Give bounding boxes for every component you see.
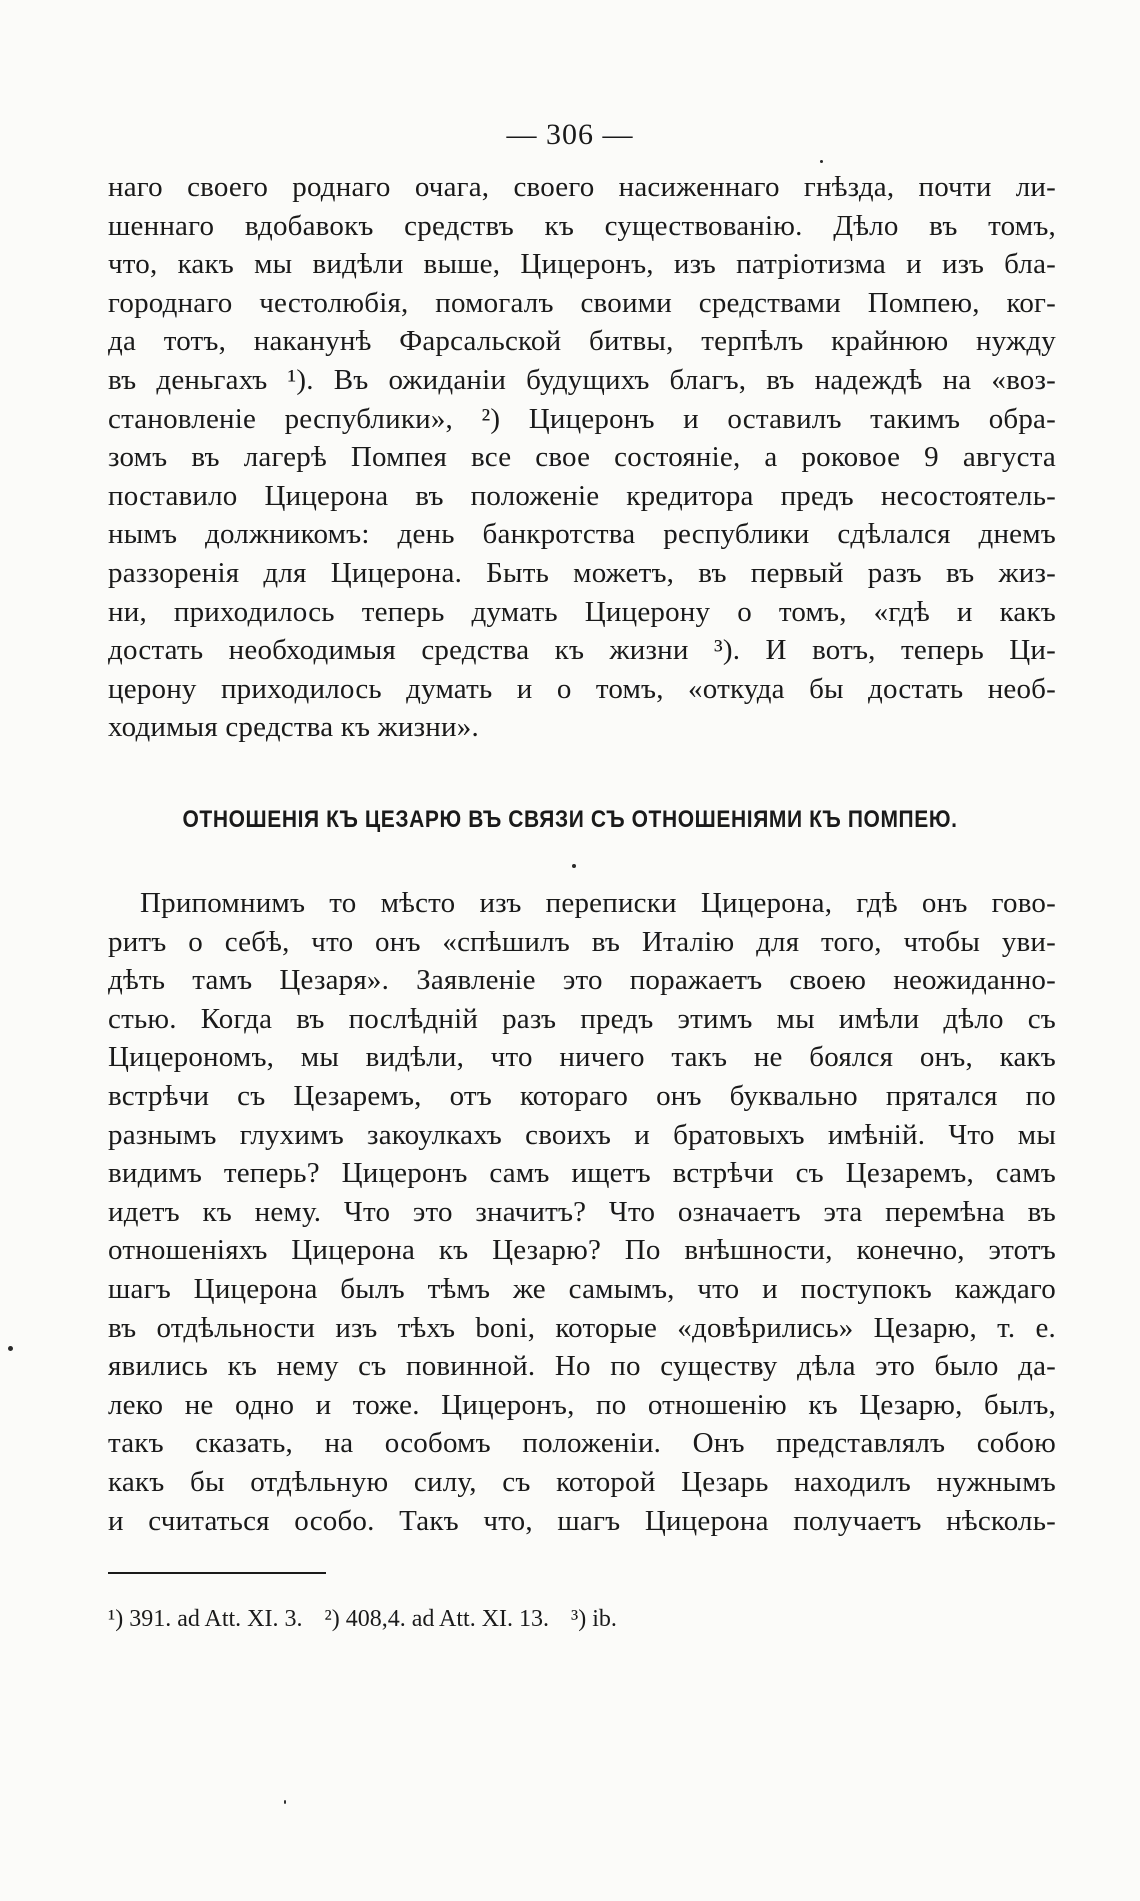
scan-speck: [8, 1346, 13, 1351]
scan-speck: [284, 1800, 286, 1804]
text-line: дѣть тамъ Цезаря». Заявленіе это поражаетъ своею неожиданно-: [108, 964, 1056, 997]
scan-speck: [572, 864, 576, 868]
section-heading: ОТНОШЕНІЯ КЪ ЦЕЗАРЮ ВЪ СВЯЗИ СЪ ОТНОШЕНІЯМИ КЪ ПОМПЕЮ.: [182, 806, 958, 833]
paragraph-1: [108, 168, 1056, 747]
text-line: становленіе республики», ²) Цицеронъ и оставилъ такимъ обра-: [108, 402, 1056, 435]
text-line: ходимыя средства къ жизни».: [108, 711, 479, 744]
text-line: ритъ о себѣ, что онъ «спѣшилъ въ Италію для того, чтобы уви-: [108, 925, 1056, 958]
text-line: ни, приходилось теперь думать Цицерону о томъ, «гдѣ и какъ: [108, 595, 1056, 628]
text-line: Цицерономъ, мы видѣли, что ничего такъ не боялся онъ, какъ: [108, 1041, 1056, 1074]
text-line: леко не одно и тоже. Цицеронъ, по отношенію къ Цезарю, былъ,: [108, 1388, 1056, 1421]
text-line: поставило Цицерона въ положеніе кредитора предъ несостоятель-: [108, 479, 1056, 512]
footnote-3: ³) ib.: [571, 1606, 617, 1632]
footnote-1: ¹) 391. ad Att. XI. 3.: [108, 1606, 303, 1632]
text-line: разнымъ глухимъ закоулкахъ своихъ и братовыхъ имѣній. Что мы: [108, 1118, 1056, 1151]
text-line: наго своего роднаго очага, своего насиженнаго гнѣзда, почти ли-: [108, 171, 1056, 203]
footnotes: [108, 1606, 633, 1633]
text-line: такъ сказать, на особомъ положеніи. Онъ представлялъ собою: [108, 1427, 1056, 1460]
text-line: въ отдѣльности изъ тѣхъ boni, которые «довѣрились» Цезарю, т. е.: [108, 1311, 1056, 1344]
text-line: встрѣчи съ Цезаремъ, отъ котораго онъ буквально прятался по: [108, 1079, 1056, 1112]
text-line: раззоренія для Цицерона. Быть можетъ, въ первый разъ въ жиз-: [108, 556, 1056, 589]
text-line: зомъ въ лагерѣ Помпея все свое состояніе, а роковое 9 августа: [108, 441, 1056, 474]
footnote-divider: [108, 1572, 326, 1574]
page-number: — 306 —: [506, 118, 634, 151]
text-line: церону приходилось думать и о томъ, «откуда бы достать необ-: [108, 672, 1056, 705]
text-line: въ деньгахъ ¹). Въ ожиданіи будущихъ благъ, въ надеждѣ на «воз-: [108, 363, 1056, 396]
text-line: шеннаго вдобавокъ средствъ къ существованію. Дѣло въ томъ,: [108, 209, 1056, 242]
scan-speck: [820, 160, 823, 163]
footnote-2: ²) 408,4. ad Att. XI. 13.: [324, 1606, 550, 1632]
text-line: явились къ нему съ повинной. Но по существу дѣла это было да-: [108, 1350, 1056, 1383]
text-line: городнаго честолюбія, помогалъ своими средствами Помпею, ког-: [108, 286, 1056, 319]
text-line: что, какъ мы видѣли выше, Цицеронъ, изъ патріотизма и изъ бла-: [108, 248, 1056, 281]
text-line: стью. Когда въ послѣдній разъ предъ этимъ мы имѣли дѣло съ: [108, 1002, 1056, 1035]
paragraph-2: [108, 884, 1056, 1540]
text-line: идетъ къ нему. Что это значитъ? Что означаетъ эта перемѣна въ: [108, 1195, 1056, 1228]
text-line: шагъ Цицерона былъ тѣмъ же самымъ, что и поступокъ каждаго: [108, 1272, 1056, 1305]
text-line: какъ бы отдѣльную силу, съ которой Цезарь находилъ нужнымъ: [108, 1465, 1056, 1498]
text-line: и считаться особо. Такъ что, шагъ Цицерона получаетъ нѣсколь-: [108, 1504, 1056, 1537]
text-line: отношеніяхъ Цицерона къ Цезарю? По внѣшности, конечно, этотъ: [108, 1234, 1056, 1267]
text-line: достать необходимыя средства къ жизни ³). И вотъ, теперь Ци-: [108, 634, 1056, 667]
text-line: да тотъ, наканунѣ Фарсальской битвы, терпѣлъ крайнюю нужду: [108, 325, 1056, 358]
text-line: нымъ должникомъ: день банкротства республики сдѣлался днемъ: [108, 518, 1056, 551]
text-line: Припомнимъ то мѣсто изъ переписки Цицерона, гдѣ онъ гово-: [140, 887, 1056, 919]
text-line: видимъ теперь? Цицеронъ самъ ищетъ встрѣчи съ Цезаремъ, самъ: [108, 1157, 1056, 1190]
